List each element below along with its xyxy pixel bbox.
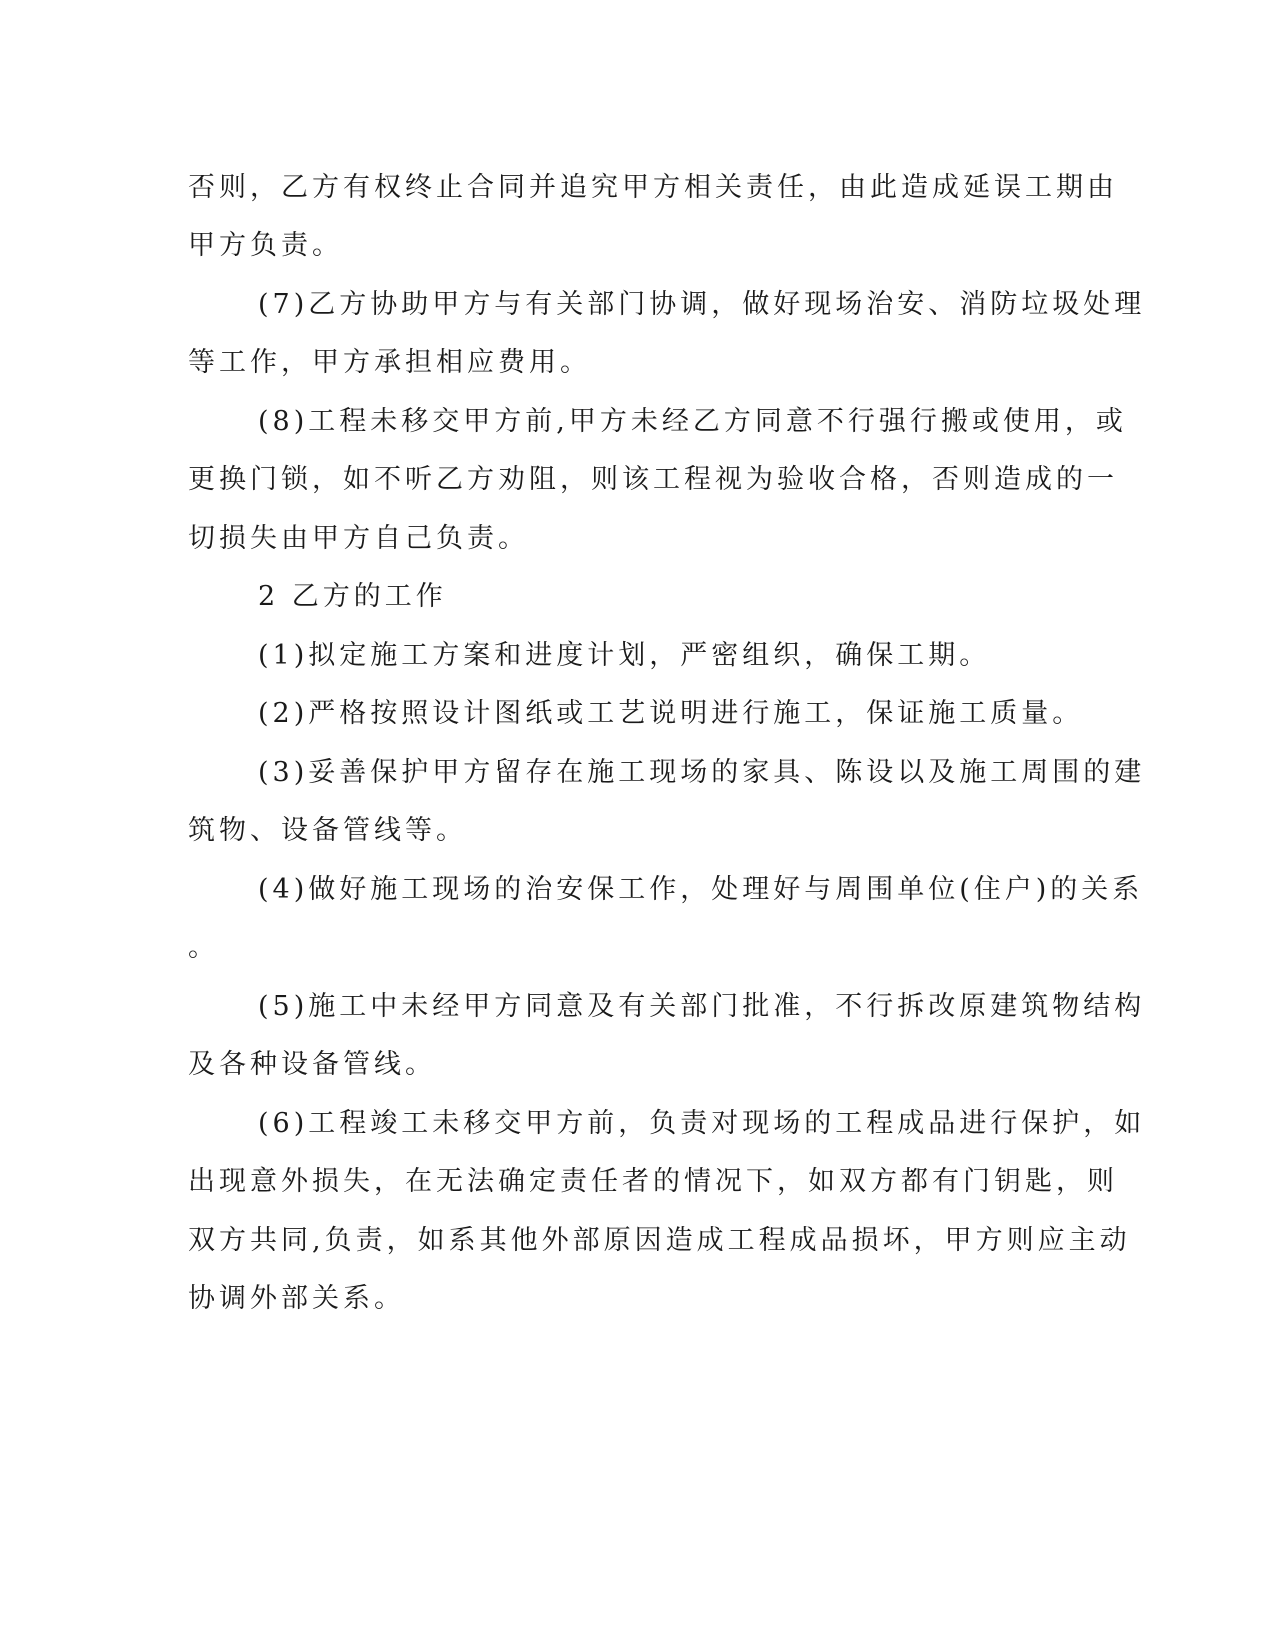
text-line: 。 xyxy=(188,932,219,963)
text-line: 切损失由甲方自己负责。 xyxy=(188,523,529,554)
section-heading: 2 乙方的工作 xyxy=(258,581,447,612)
text-line: 甲方负责。 xyxy=(188,230,343,261)
text-line: (7)乙方协助甲方与有关部门协调，做好现场治安、消防垃圾处理 xyxy=(258,289,1146,320)
text-line: 更换门锁，如不听乙方劝阻，则该工程视为验收合格，否则造成的一 xyxy=(188,464,1118,495)
text-line: (5)施工中未经甲方同意及有关部门批准，不行拆改原建筑物结构 xyxy=(258,991,1146,1022)
text-line: 出现意外损失，在无法确定责任者的情况下，如双方都有门钥匙，则 xyxy=(188,1166,1118,1197)
text-line: 协调外部关系。 xyxy=(188,1283,405,1314)
text-line: 及各种设备管线。 xyxy=(188,1049,436,1080)
text-line: (1)拟定施工方案和进度计划，严密组织，确保工期。 xyxy=(258,640,991,671)
text-line: (6)工程竣工未移交甲方前，负责对现场的工程成品进行保护，如 xyxy=(258,1108,1146,1139)
text-line: (4)做好施工现场的治安保工作，处理好与周围单位(住户)的关系 xyxy=(258,874,1144,905)
text-line: (2)严格按照设计图纸或工艺说明进行施工，保证施工质量。 xyxy=(258,698,1084,729)
text-line: 等工作，甲方承担相应费用。 xyxy=(188,347,591,378)
text-line: (8)工程未移交甲方前,甲方未经乙方同意不行强行搬或使用，或 xyxy=(258,406,1127,437)
text-line: 筑物、设备管线等。 xyxy=(188,815,467,846)
text-line: 双方共同,负责，如系其他外部原因造成工程成品损坏，甲方则应主动 xyxy=(188,1225,1131,1256)
text-line: 否则，乙方有权终止合同并追究甲方相关责任，由此造成延误工期由 xyxy=(188,172,1118,203)
text-line: (3)妥善保护甲方留存在施工现场的家具、陈设以及施工周围的建 xyxy=(258,757,1146,788)
